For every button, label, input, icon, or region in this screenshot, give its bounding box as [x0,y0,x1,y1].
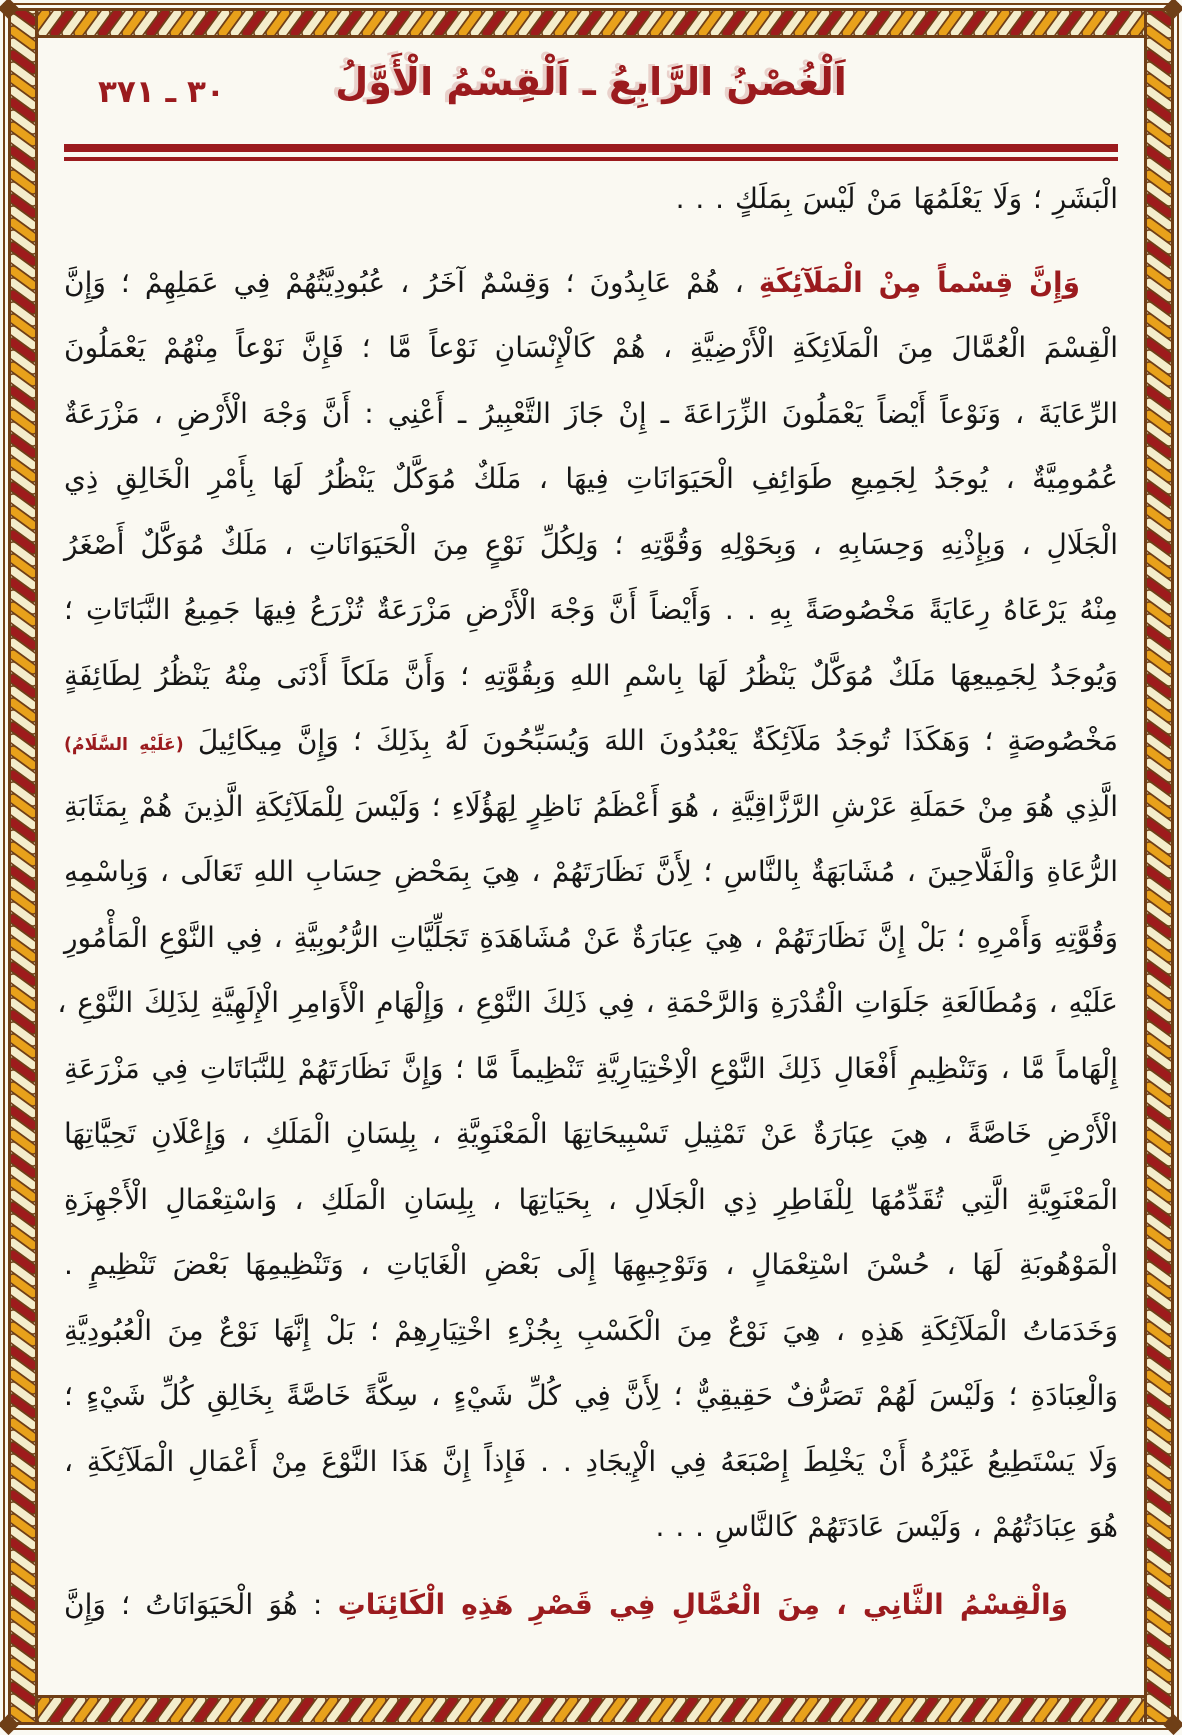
text-line [64,1429,1118,1495]
text-line [64,446,1118,512]
ornamental-border-right [1144,8,1174,1725]
honorific-mark: (عَلَيْهِ السَّلَامُ) [64,735,184,755]
header-rule [64,144,1118,161]
text-line [64,1298,1118,1364]
text-segment: وَيُوجَدُ لِجَمِيعِهَا مَلَكٌ مُوَكَّلٌ يَنْظُرُ لَهَا بِاسْمِ اللهِ وَبِقُوَّتِهِ ؛ وَأَنَّ مَلَكاً أَدْنَى مِنْهُ يَنْظُرُ لِطَائِفَةٍ [64,658,1118,692]
highlighted-phrase: وَإِنَّ قِسْماً مِنْ الْمَلَآئِكَةِ [758,265,1080,299]
text-segment: الْبَشَرِ ؛ وَلَا يَعْلَمُهَا مَنْ لَيْسَ بِمَلَكٍ . . . [675,182,1118,215]
text-line [64,708,1118,774]
text-segment: الْمَعْنَوِيَّةِ الَّتِي تُقَدِّمُهَا لِلْفَاطِرِ ذِي الْجَلَالِ ، بِحَيَاتِهَا ، بِلِسَانِ الْمَلَكِ ، وَاسْتِعْمَالِ الْأَجْهِزَةِ [64,1182,1118,1216]
text-line [64,166,1118,232]
highlighted-phrase: وَالْقِسْمُ الثَّانِي ، مِنَ الْعُمَّالِ فِي قَصْرِ هَذِهِ الْكَائِنَاتِ [337,1587,1068,1621]
text-segment: الْمَوْهُوبَةِ لَهَا ، حُسْنَ اسْتِعْمَالٍ ، وَتَوْجِيهِهَا إِلَى بَعْضِ الْغَايَاتِ ، وَتَنْظِيمِهَا بَعْضَ تَنْظِيمٍ . [64,1248,1118,1281]
text-line [64,774,1118,840]
text-segment: ، هُمْ عَابِدُونَ ؛ وَقِسْمٌ آخَرُ ، عُبُودِيَّتُهُمْ فِي عَمَلِهِمْ ؛ وَإِنَّ [64,265,759,299]
text-segment: الرِّعَايَةَ ، وَنَوْعاً أَيْضاً يَعْمَلُونَ الزِّرَاعَةَ ـ إِنْ جَازَ التَّعْبِيرُ ـ أَعْنِي : أَنَّ وَجْهَ الْأَرْضِ ، مَزْرَعَةٌ [64,396,1118,430]
text-segment: الْأَرْضِ خَاصَّةً ، هِيَ عِبَارَةٌ عَنْ تَمْثِيلِ تَسْبِيحَاتِهَا الْمَعْنَوِيَّةِ ، بِلِسَانِ الْمَلَكِ ، وَإِعْلَانِ تَحِيَّاتِهَا [64,1117,1118,1150]
text-line [64,839,1118,905]
text-segment: وَقُوَّتِهِ وَأَمْرِهِ ؛ بَلْ إِنَّ نَظَارَتَهُمْ ، هِيَ عِبَارَةٌ عَنْ مُشَاهَدَةِ تَجَلِّيَّاتِ الرُّبُوبِيَّةِ ، فِي النَّوْعِ الْمَأْمُورِ [64,920,1118,954]
text-line [64,381,1118,447]
text-segment: عَلَيْهِ ، وَمُطَالَعَةِ جَلَوَاتِ الْقُدْرَةِ وَالرَّحْمَةِ ، فِي ذَلِكَ النَّوْعِ ، وَإِلْهَامِ الْأَوَامِرِ الْإِلَهِيَّةِ لِذَلِكَ النَّوْعِ ، [57,986,1118,1019]
text-line [64,1036,1118,1102]
text-line [64,643,1118,709]
text-segment: الْقِسْمَ الْعُمَّالَ مِنَ الْمَلَائِكَةِ الْأَرْضِيَّةِ ، هُمْ كَالْإِنْسَانِ نَوْعاً مَّا ؛ فَإِنَّ نَوْعاً مِنْهُمْ يَعْمَلُونَ [64,331,1118,364]
text-line [64,1232,1118,1298]
ornamental-border-left [8,8,38,1725]
text-line [64,1167,1118,1233]
page-content [57,40,1118,1693]
text-line [64,577,1118,643]
text-segment: مِنْهُ يَرْعَاهُ رِعَايَةً مَخْصُوصَةً بِهِ . . وَأَيْضاً أَنَّ وَجْهَ الْأَرْضِ مَزْرَعَةٌ تُزْرَعُ فِيهَا جَمِيعُ النَّبَاتَاتِ ؛ [64,593,1118,626]
text-segment: وَخَدَمَاتُ الْمَلَآئِكَةِ هَذِهِ ، هِيَ نَوْعٌ مِنَ الْكَسْبِ بِجُزْءِ اخْتِيَارِهِمْ ؛ بَلْ إِنَّهَا نَوْعٌ مِنَ الْعُبُودِيَّةِ [64,1313,1118,1347]
ornamental-border-bottom [8,1695,1174,1725]
text-line [64,905,1118,971]
text-line [64,1494,1118,1560]
text-line [64,1363,1118,1429]
text-segment: الرُّعَاةِ وَالْفَلَّاحِينَ ، مُشَابَهَةٌ بِالنَّاسِ ؛ لِأَنَّ نَظَارَتَهُمْ ، هِيَ بِمَحْضِ حِسَابِ اللهِ تَعَالَى ، وَبِاسْمِهِ [64,855,1118,888]
text-line [64,250,1118,316]
text-segment: الْجَلَالِ ، وَبِإِذْنِهِ وَحِسَابِهِ ، وَبِحَوْلِهِ وَقُوَّتِهِ ؛ وَلِكُلِّ نَوْعٍ مِنَ الْحَيَوَانَاتِ ، مَلَكٌ مُوَكَّلٌ أَصْغَرُ [64,527,1118,561]
text-line [64,1572,1118,1638]
text-segment: هُوَ عِبَادَتُهُمْ ، وَلَيْسَ عَادَتَهُمْ كَالنَّاسِ . . . [655,1510,1118,1543]
text-segment: الَّذِي هُوَ مِنْ حَمَلَةِ عَرْشِ الرَّزَّاقِيَّةِ ، هُوَ أَعْظَمُ نَاظِرٍ لِهَؤُلَاءِ ؛ وَلَيْسَ لِلْمَلَآئِكَةِ الَّذِينَ هُمْ بِمَثَابَةِ [64,789,1118,823]
ornamental-border-top [8,8,1174,38]
text-segment: وَالْعِبَادَةِ ؛ وَلَيْسَ لَهُمْ تَصَرُّفٌ حَقِيقِيٌّ ؛ لِأَنَّ فِي كُلِّ شَيْءٍ ، سِكَّةً خَاصَّةً بِخَالِقِ كُلِّ شَيْءٍ ؛ [64,1379,1118,1412]
text-segment: عُمُومِيَّةٌ ، يُوجَدُ لِجَمِيعِ طَوَائِفِ الْحَيَوَانَاتِ فِيهَا ، مَلَكٌ مُوَكَّلٌ يَنْظُرُ لَهَا بِأَمْرِ الْخَالِقِ ذِي [64,462,1118,495]
text-line [64,512,1118,578]
text-segment: وَلَا يَسْتَطِيعُ غَيْرُهُ أَنْ يَخْلِطَ إِصْبَعَهُ فِي الْإِيجَادِ . . فَإِذاً إِنَّ هَذَا النَّوْعَ مِنْ أَعْمَالِ الْمَلَآئِكَةِ ، [64,1444,1118,1478]
text-body [57,166,1118,1637]
page-title: اَلْغُصْنُ الرَّابِعُ ـ اَلْقِسْمُ الْأَوَّلُ [335,60,847,104]
page-numbers: ٣٠ ـ ٣٧١ [98,74,225,110]
text-line [64,1101,1118,1167]
text-line [57,970,1118,1036]
text-segment: إِلْهَاماً مَّا ، وَتَنْظِيمِ أَفْعَالِ ذَلِكَ النَّوْعِ الْاِخْتِيَارِيَّةِ تَنْظِيماً مَّا ؛ وَإِنَّ نَظَارَتَهُمْ لِلنَّبَاتَاتِ فِي مَزْرَعَةِ [64,1051,1118,1085]
text-segment: : هُوَ الْحَيَوَانَاتُ ؛ وَإِنَّ [64,1587,338,1621]
text-line [64,315,1118,381]
text-segment: مَخْصُوصَةٍ ؛ وَهَكَذَا تُوجَدُ مَلَآئِكَةٌ يَعْبُدُونَ اللهَ وَيُسَبِّحُونَ لَهُ بِذَلِكَ ؛ وَإِنَّ مِيكَائِيلَ [183,724,1118,757]
